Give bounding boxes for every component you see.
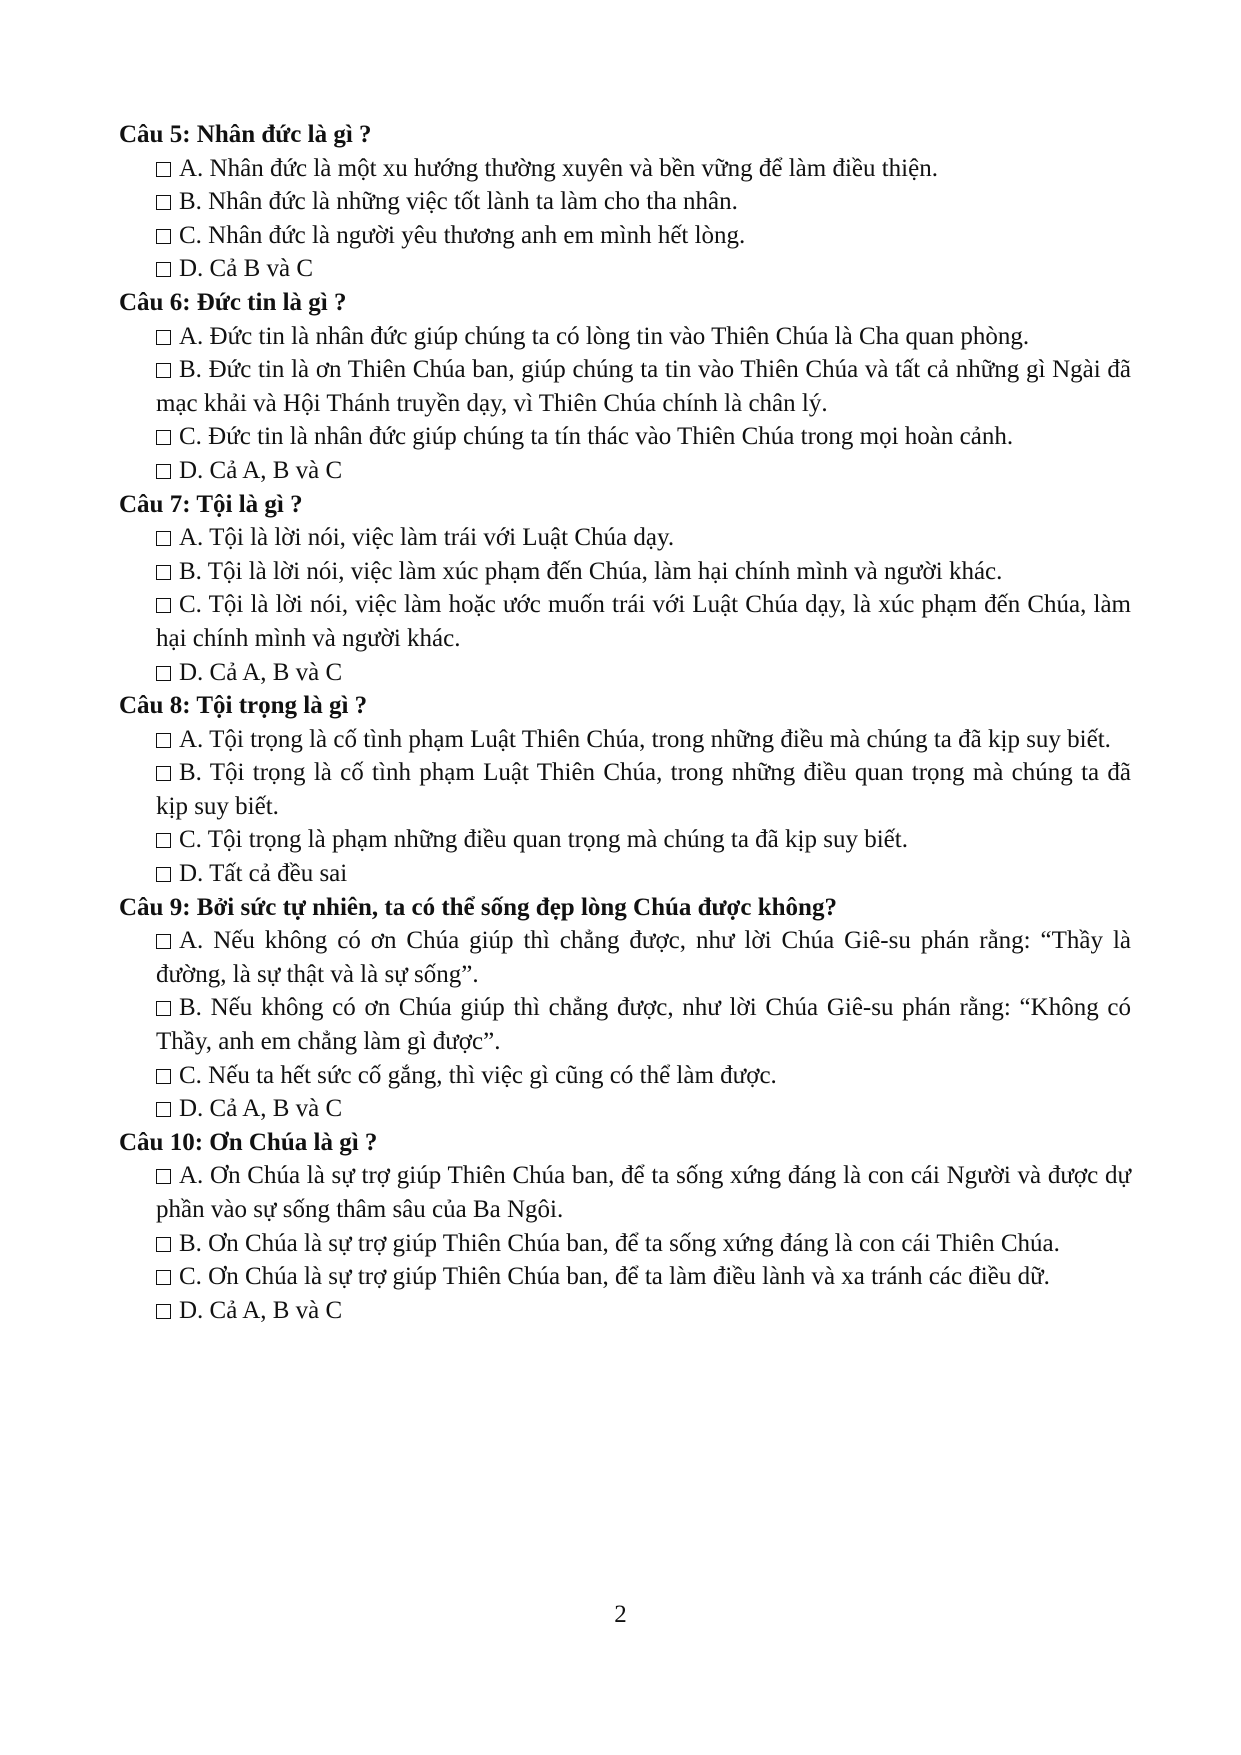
- answer-option-d[interactable]: [156, 656, 1131, 690]
- answer-option-b[interactable]: [156, 353, 1131, 420]
- checkbox-icon[interactable]: [156, 1237, 171, 1252]
- checkbox-icon[interactable]: [156, 565, 171, 580]
- option-text: D. Tất cả đều sai: [179, 860, 348, 888]
- answer-option-c[interactable]: [156, 1059, 1131, 1093]
- answer-option-a[interactable]: [156, 152, 1131, 186]
- option-text: A. Tội trọng là cố tình phạm Luật Thiên Chúa, trong những điều mà chúng ta đã kịp suy biết.: [179, 725, 1111, 753]
- option-text: D. Cả A, B và C: [179, 456, 343, 484]
- answer-option-b[interactable]: [156, 991, 1131, 1058]
- answer-option-c[interactable]: [156, 588, 1131, 655]
- answer-option-a[interactable]: [156, 521, 1131, 555]
- question-9: [119, 891, 1131, 1126]
- option-text: A. Ơn Chúa là sự trợ giúp Thiên Chúa ban, để ta sống xứng đáng là con cái Người và được dự phần vào sự sống thâm sâu của Ba Ngôi.: [156, 1162, 1131, 1223]
- option-text: D. Cả A, B và C: [179, 1095, 343, 1123]
- question-5: [119, 118, 1131, 286]
- answer-option-d[interactable]: [156, 252, 1131, 286]
- option-text: B. Tội trọng là cố tình phạm Luật Thiên Chúa, trong những điều quan trọng mà chúng ta đã kịp suy biết.: [156, 759, 1131, 820]
- question-title: Câu 10: Ơn Chúa là gì ?: [119, 1128, 378, 1156]
- question-title: Câu 6: Đức tin là gì ?: [119, 288, 347, 316]
- answer-option-a[interactable]: [156, 924, 1131, 991]
- question-title: Câu 7: Tội là gì ?: [119, 490, 303, 518]
- checkbox-icon[interactable]: [156, 766, 171, 781]
- checkbox-icon[interactable]: [156, 195, 171, 210]
- checkbox-icon[interactable]: [156, 1270, 171, 1285]
- option-text: B. Nếu không có ơn Chúa giúp thì chẳng được, như lời Chúa Giê-su phán rằng: “Không có Thầy, anh em chẳng làm gì được”.: [156, 994, 1131, 1056]
- checkbox-icon[interactable]: [156, 1069, 171, 1084]
- answer-option-d[interactable]: [156, 454, 1131, 488]
- checkbox-icon[interactable]: [156, 531, 171, 546]
- question-title: Câu 9: Bởi sức tự nhiên, ta có thể sống đẹp lòng Chúa được không?: [119, 893, 837, 921]
- option-text: A. Nếu không có ơn Chúa giúp thì chẳng được, như lời Chúa Giê-su phán rằng: “Thầy là đường, là sự thật và là sự sống”.: [156, 927, 1131, 988]
- checkbox-icon[interactable]: [156, 867, 171, 882]
- checkbox-icon[interactable]: [156, 934, 171, 949]
- option-text: D. Cả A, B và C: [179, 658, 343, 686]
- answer-option-b[interactable]: [156, 1227, 1131, 1261]
- option-text: C. Nhân đức là người yêu thương anh em mình hết lòng.: [179, 221, 746, 249]
- option-text: D. Cả B và C: [179, 255, 314, 283]
- checkbox-icon[interactable]: [156, 733, 171, 748]
- answer-option-b[interactable]: [156, 555, 1131, 589]
- checkbox-icon[interactable]: [156, 833, 171, 848]
- option-text: B. Ơn Chúa là sự trợ giúp Thiên Chúa ban, để ta sống xứng đáng là con cái Thiên Chúa.: [179, 1229, 1060, 1257]
- answer-option-d[interactable]: [156, 857, 1131, 891]
- option-text: C. Ơn Chúa là sự trợ giúp Thiên Chúa ban, để ta làm điều lành và xa tránh các điều dữ.: [179, 1263, 1050, 1291]
- option-text: A. Đức tin là nhân đức giúp chúng ta có lòng tin vào Thiên Chúa là Cha quan phòng.: [179, 322, 1030, 350]
- option-text: C. Nếu ta hết sức cố gắng, thì việc gì cũng có thể làm được.: [179, 1061, 777, 1089]
- checkbox-icon[interactable]: [156, 430, 171, 445]
- option-text: B. Tội là lời nói, việc làm xúc phạm đến Chúa, làm hại chính mình và người khác.: [179, 557, 1003, 585]
- page-number: 2: [614, 1601, 627, 1628]
- checkbox-icon[interactable]: [156, 262, 171, 277]
- option-text: C. Tội là lời nói, việc làm hoặc ước muốn trái với Luật Chúa dạy, là xúc phạm đến Chúa, làm hại chính mình và người khác.: [156, 591, 1131, 652]
- answer-option-a[interactable]: [156, 723, 1131, 757]
- answer-option-a[interactable]: [156, 1159, 1131, 1226]
- question-title: Câu 5: Nhân đức là gì ?: [119, 121, 372, 148]
- checkbox-icon[interactable]: [156, 666, 171, 681]
- checkbox-icon[interactable]: [156, 229, 171, 244]
- question-6: [119, 286, 1131, 488]
- checkbox-icon[interactable]: [156, 162, 171, 177]
- question-8: [119, 689, 1131, 891]
- question-7: [119, 488, 1131, 690]
- checkbox-icon[interactable]: [156, 330, 171, 345]
- checkbox-icon[interactable]: [156, 1169, 171, 1184]
- checkbox-icon[interactable]: [156, 598, 171, 613]
- answer-option-c[interactable]: [156, 420, 1131, 454]
- question-list: [119, 118, 1131, 1327]
- checkbox-icon[interactable]: [156, 1102, 171, 1117]
- answer-option-c[interactable]: [156, 823, 1131, 857]
- option-text: D. Cả A, B và C: [179, 1296, 343, 1324]
- checkbox-icon[interactable]: [156, 363, 171, 378]
- question-title: Câu 8: Tội trọng là gì ?: [119, 692, 368, 720]
- checkbox-icon[interactable]: [156, 464, 171, 479]
- answer-option-d[interactable]: [156, 1092, 1131, 1126]
- answer-option-c[interactable]: [156, 219, 1131, 253]
- answer-option-d[interactable]: [156, 1294, 1131, 1328]
- option-text: B. Đức tin là ơn Thiên Chúa ban, giúp chúng ta tin vào Thiên Chúa và tất cả những gì Ngài đã mạc khải và Hội Thánh truyền dạy, vì Thiên Chúa chính là chân lý.: [156, 356, 1131, 417]
- option-text: A. Tội là lời nói, việc làm trái với Luật Chúa dạy.: [179, 524, 675, 552]
- answer-option-a[interactable]: [156, 320, 1131, 354]
- option-text: C. Tội trọng là phạm những điều quan trọng mà chúng ta đã kịp suy biết.: [179, 826, 908, 854]
- answer-option-b[interactable]: [156, 185, 1131, 219]
- option-text: B. Nhân đức là những việc tốt lành ta làm cho tha nhân.: [179, 188, 738, 216]
- question-10: [119, 1126, 1131, 1328]
- checkbox-icon[interactable]: [156, 1304, 171, 1319]
- answer-option-c[interactable]: [156, 1260, 1131, 1294]
- answer-option-b[interactable]: [156, 756, 1131, 823]
- checkbox-icon[interactable]: [156, 1001, 171, 1016]
- option-text: A. Nhân đức là một xu hướng thường xuyên và bền vững để làm điều thiện.: [179, 154, 938, 182]
- option-text: C. Đức tin là nhân đức giúp chúng ta tín thác vào Thiên Chúa trong mọi hoàn cảnh.: [179, 423, 1014, 451]
